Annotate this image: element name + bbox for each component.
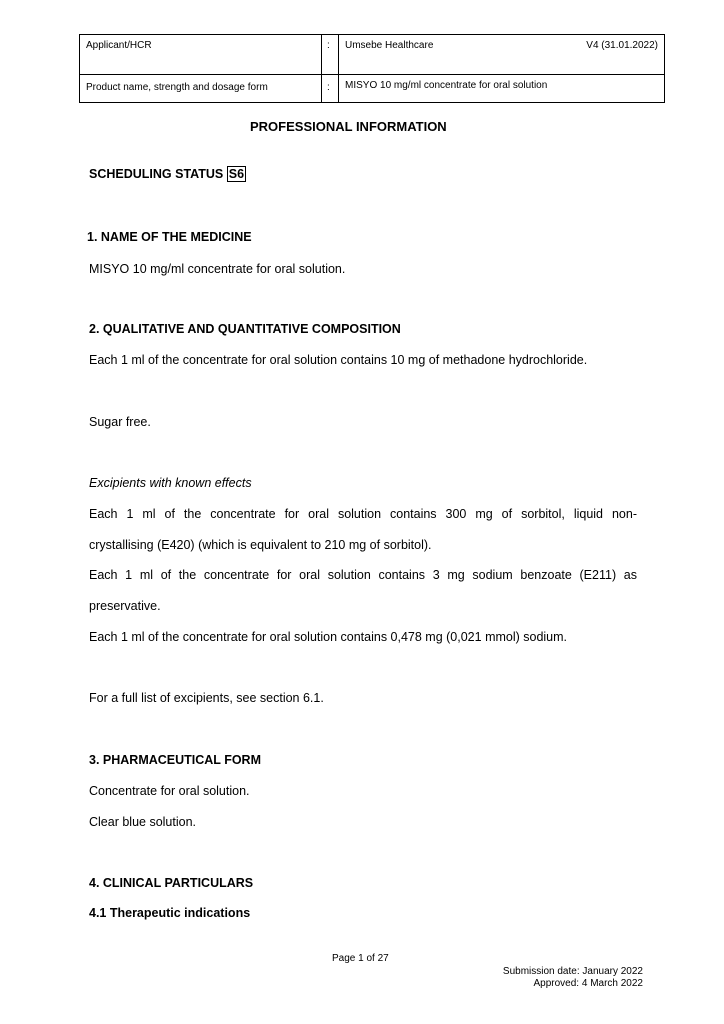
approved-date: Approved: 4 March 2022 (533, 978, 643, 989)
section-1-text: MISYO 10 mg/ml concentrate for oral solution. (89, 262, 346, 276)
product-label: Product name, strength and dosage form (86, 82, 268, 93)
applicant-label: Applicant/HCR (86, 40, 152, 51)
header-table (79, 34, 665, 103)
header-table-col-divider-1 (321, 35, 322, 102)
excipients-line-4: preservative. (89, 599, 161, 613)
applicant-value: Umsebe Healthcare (345, 40, 434, 51)
excipients-line-1: Each 1 ml of the concentrate for oral solution contains 300 mg of sorbitol, liquid non- (89, 507, 637, 521)
excipients-line-3: Each 1 ml of the concentrate for oral solution contains 3 mg sodium benzoate (E211) as (89, 568, 637, 582)
product-colon: : (327, 82, 330, 93)
version-label: V4 (31.01.2022) (586, 40, 658, 51)
section-4-heading: 4. CLINICAL PARTICULARS (89, 876, 254, 890)
section-4-1-heading: 4.1 Therapeutic indications (89, 906, 251, 920)
scheduling-status-label: SCHEDULING STATUS (89, 167, 224, 181)
applicant-colon: : (327, 40, 330, 51)
section-1-heading: 1. NAME OF THE MEDICINE (87, 230, 252, 244)
header-table-row-divider (80, 74, 664, 75)
product-value: MISYO 10 mg/ml concentrate for oral solution (345, 80, 548, 91)
excipients-reference: For a full list of excipients, see section 6.1. (89, 691, 324, 705)
section-2-paragraph-1: Each 1 ml of the concentrate for oral solution contains 10 mg of methadone hydrochloride. (89, 353, 588, 367)
scheduling-status-badge: S6 (228, 167, 245, 181)
submission-date: Submission date: January 2022 (502, 966, 643, 977)
section-2-paragraph-2: Sugar free. (89, 415, 151, 429)
section-3-heading: 3. PHARMACEUTICAL FORM (89, 753, 261, 767)
excipients-line-2: crystallising (E420) (which is equivalent to 210 mg of sorbitol). (89, 538, 432, 552)
section-2-heading: 2. QUALITATIVE AND QUANTITATIVE COMPOSITION (89, 322, 401, 336)
excipients-heading: Excipients with known effects (89, 476, 252, 490)
section-3-line-2: Clear blue solution. (89, 815, 197, 829)
excipients-line-5: Each 1 ml of the concentrate for oral solution contains 0,478 mg (0,021 mmol) sodium. (89, 630, 568, 644)
section-3-line-1: Concentrate for oral solution. (89, 784, 250, 798)
page-number: Page 1 of 27 (332, 953, 389, 964)
scheduling-status (89, 167, 246, 181)
document-title: PROFESSIONAL INFORMATION (250, 119, 447, 134)
header-table-col-divider-2 (338, 35, 339, 102)
